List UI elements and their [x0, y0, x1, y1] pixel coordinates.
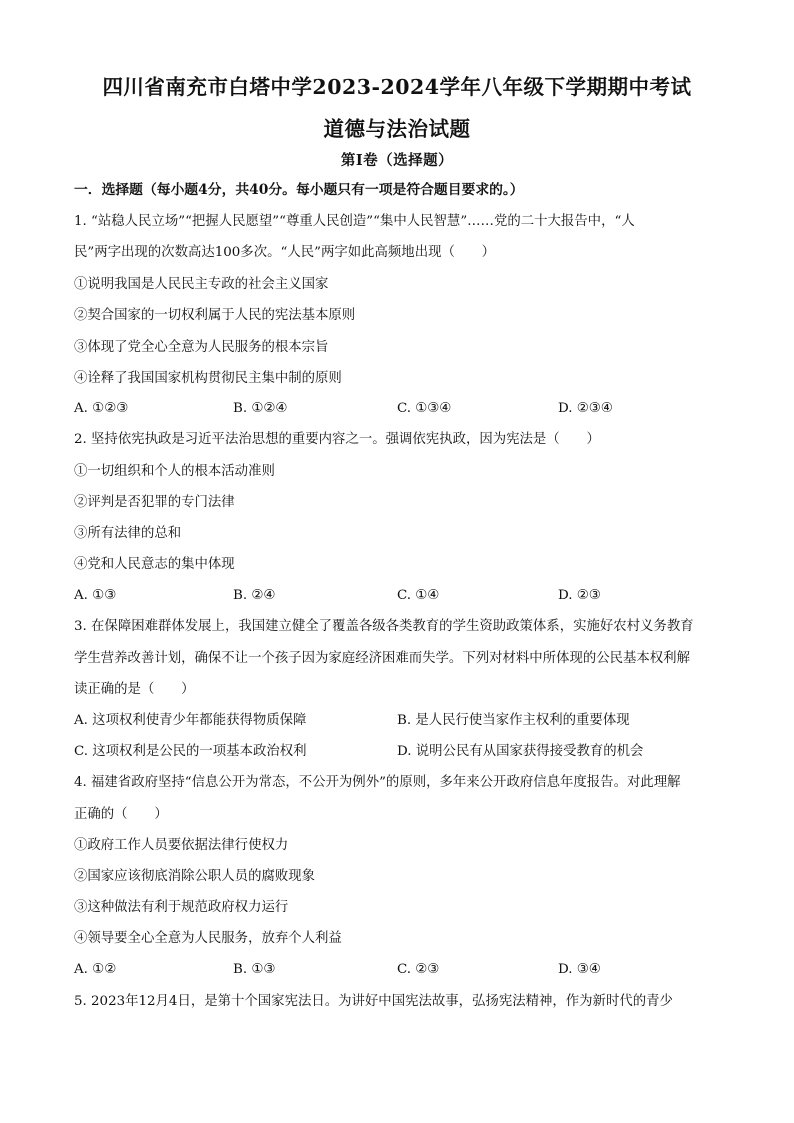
q4-stem-line2: 正确的（ ） [74, 807, 168, 822]
q3-stem-line2: 学生营养改善计划，确保不让一个孩子因为家庭经济困难而失学。下列对材料中所体现的公民基本权利解 [74, 651, 690, 666]
q3-option-b: B. 是人民行使当家作主权利的重要体现 [397, 713, 630, 728]
q4-statement-4: ④领导要全心全意为人民服务，放弃个人利益 [74, 931, 342, 946]
q4-statement-2: ②国家应该彻底消除公职人员的腐败现象 [74, 869, 316, 884]
q1-option-c: C. ①③④ [397, 401, 452, 416]
q2-stem-line1: 2. 坚持依宪执政是习近平法治思想的重要内容之一。强调依宪执政，因为宪法是（ ） [74, 432, 600, 447]
q3-option-a: A. 这项权利使青少年都能获得物质保障 [74, 713, 307, 728]
q2-option-c: C. ①④ [397, 588, 440, 603]
q2-option-d: D. ②③ [558, 588, 601, 603]
q1-stem-line1: 1. “站稳人民立场”“把握人民愿望”“尊重人民创造”“集中人民智慧”……党的二十大报告中，“人 [74, 214, 635, 229]
q4-option-a: A. ①② [74, 962, 117, 977]
q4-option-d: D. ③④ [558, 962, 601, 977]
q4-statement-3: ③这种做法有利于规范政府权力运行 [74, 900, 289, 915]
q4-option-c: C. ②③ [397, 962, 440, 977]
q3-option-d: D. 说明公民有从国家获得接受教育的机会 [397, 744, 644, 759]
q1-option-a: A. ①②③ [74, 401, 129, 416]
q4-stem-line1: 4. 福建省政府坚持“信息公开为常态，不公开为例外”的原则，多年来公开政府信息年度报告。对此理解 [74, 775, 681, 790]
q4-option-b: B. ①③ [233, 962, 276, 977]
q3-stem-line3: 读正确的是（ ） [74, 682, 195, 697]
q2-statement-2: ②评判是否犯罪的专门法律 [74, 495, 235, 510]
q2-option-b: B. ②④ [233, 588, 276, 603]
q3-option-c: C. 这项权利是公民的一项基本政治权利 [74, 744, 307, 759]
exam-subtitle: 道德与法治试题 [323, 117, 471, 141]
q1-option-d: D. ②③④ [558, 401, 613, 416]
volume-heading: 第Ⅰ卷（选择题） [340, 152, 454, 169]
q2-option-a: A. ①③ [74, 588, 117, 603]
q2-statement-4: ④党和人民意志的集中体现 [74, 557, 235, 572]
exam-title: 四川省南充市白塔中学2023-2024学年八年级下学期期中考试 [102, 75, 692, 99]
q1-statement-3: ③体现了党全心全意为人民服务的根本宗旨 [74, 340, 329, 355]
q3-stem-line1: 3. 在保障困难群体发展上，我国建立健全了覆盖各级各类教育的学生资助政策体系，实施好农村义务教育 [74, 619, 694, 634]
section-heading: 一．选择题（每小题4分，共40分。每小题只有一项是符合题目要求的。） [74, 182, 524, 198]
q1-statement-2: ②契合国家的一切权利属于人民的宪法基本原则 [74, 308, 356, 323]
q1-stem-line2: 民”两字出现的次数高达100多次。“人民”两字如此高频地出现（ ） [74, 245, 496, 260]
q1-statement-4: ④诠释了我国国家机构贯彻民主集中制的原则 [74, 371, 342, 386]
q1-statement-1: ①说明我国是人民民主专政的社会主义国家 [74, 277, 329, 292]
q2-statement-3: ③所有法律的总和 [74, 526, 182, 541]
q4-statement-1: ①政府工作人员要依据法律行使权力 [74, 838, 289, 853]
q1-option-b: B. ①②④ [233, 401, 288, 416]
q5-stem-line1: 5. 2023年12月4日，是第十个国家宪法日。为讲好中国宪法故事，弘扬宪法精神，作为新时代的青少 [74, 994, 673, 1009]
q2-statement-1: ①一切组织和个人的根本活动准则 [74, 464, 275, 479]
